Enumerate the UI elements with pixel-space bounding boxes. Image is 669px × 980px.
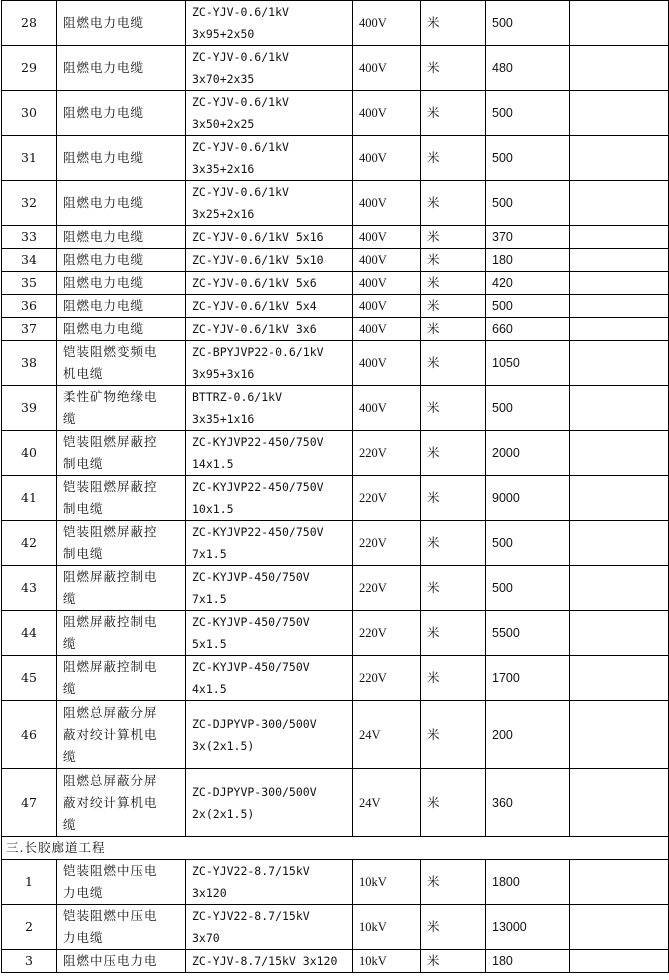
quantity-cell: 180 — [486, 249, 570, 272]
row-number-cell: 37 — [2, 318, 57, 341]
unit-cell: 米 — [421, 566, 486, 611]
voltage-cell: 400V — [353, 318, 421, 341]
remark-cell — [570, 341, 669, 386]
model-spec-cell — [186, 46, 353, 91]
cable-name-line: 力电缆 — [63, 930, 104, 945]
table-row — [2, 701, 669, 769]
table-row — [2, 91, 669, 136]
table-row — [2, 769, 669, 837]
cable-name-line: 力电缆 — [63, 885, 104, 900]
table-row — [2, 46, 669, 91]
quantity-cell: 2000 — [486, 431, 570, 476]
cable-name-line: 阻燃电力电缆 — [63, 298, 145, 313]
cable-name-line: 阻燃屏蔽控制电 — [63, 659, 158, 674]
quantity-cell: 500 — [486, 1, 570, 46]
model-spec-cell — [186, 136, 353, 181]
quantity-cell: 500 — [486, 566, 570, 611]
model-spec-line: ZC-YJV-0.6/1kV 5x6 — [192, 276, 317, 290]
unit-cell: 米 — [421, 341, 486, 386]
row-number-cell: 47 — [2, 769, 57, 837]
table-row — [2, 1, 669, 46]
unit-cell: 米 — [421, 295, 486, 318]
unit-cell: 米 — [421, 318, 486, 341]
table-row — [2, 249, 669, 272]
cable-name-line: 阻燃中压电力电 — [63, 953, 158, 968]
row-number-cell: 33 — [2, 226, 57, 249]
voltage-cell: 220V — [353, 611, 421, 656]
table-row — [2, 386, 669, 431]
unit-cell: 米 — [421, 1, 486, 46]
table-body — [2, 1, 669, 973]
unit-cell: 米 — [421, 611, 486, 656]
quantity-cell: 1800 — [486, 860, 570, 905]
remark-cell — [570, 295, 669, 318]
cable-name-line: 阻燃总屏蔽分屏 — [63, 772, 158, 788]
cable-name-cell — [57, 476, 186, 521]
row-number-cell: 30 — [2, 91, 57, 136]
cable-name-line: 阻燃电力电缆 — [63, 229, 145, 244]
unit-cell: 米 — [421, 46, 486, 91]
table-row — [2, 656, 669, 701]
table-row — [2, 611, 669, 656]
cable-name-line: 蔽对绞计算机电 — [63, 794, 158, 810]
cable-name-line: 机电缆 — [63, 366, 104, 381]
row-number-cell: 42 — [2, 521, 57, 566]
table-row — [2, 272, 669, 295]
cable-name-line: 阻燃电力电缆 — [63, 60, 145, 75]
unit-cell: 米 — [421, 656, 486, 701]
quantity-cell: 360 — [486, 769, 570, 837]
model-spec-cell — [186, 701, 353, 769]
cable-name-line: 缆 — [63, 591, 77, 606]
voltage-cell: 220V — [353, 476, 421, 521]
model-spec-line: 3x50+2x25 — [192, 117, 255, 131]
model-spec-cell — [186, 476, 353, 521]
cable-name-cell — [57, 181, 186, 226]
unit-cell: 米 — [421, 181, 486, 226]
model-spec-cell — [186, 905, 353, 950]
quantity-cell: 420 — [486, 272, 570, 295]
cable-name-line: 缆 — [63, 411, 77, 426]
remark-cell — [570, 431, 669, 476]
quantity-cell: 5500 — [486, 611, 570, 656]
remark-cell — [570, 566, 669, 611]
cable-name-cell — [57, 566, 186, 611]
cable-name-cell — [57, 91, 186, 136]
voltage-cell: 220V — [353, 656, 421, 701]
row-number-cell: 28 — [2, 1, 57, 46]
model-spec-line: ZC-DJPYVP-300/500V — [192, 784, 317, 799]
unit-cell: 米 — [421, 769, 486, 837]
remark-cell — [570, 769, 669, 837]
model-spec-cell — [186, 950, 353, 973]
table-row — [2, 521, 669, 566]
model-spec-cell — [186, 656, 353, 701]
model-spec-line: ZC-YJV-0.6/1kV — [192, 95, 289, 109]
row-number-cell: 38 — [2, 341, 57, 386]
quantity-cell: 500 — [486, 91, 570, 136]
voltage-cell: 400V — [353, 386, 421, 431]
model-spec-line: 14x1.5 — [192, 457, 234, 471]
table-row — [2, 566, 669, 611]
cable-name-line: 蔽对绞计算机电 — [63, 726, 158, 742]
model-spec-line: ZC-KYJVP-450/750V — [192, 615, 310, 629]
unit-cell: 米 — [421, 272, 486, 295]
model-spec-line: 3x35+2x16 — [192, 162, 255, 176]
model-spec-cell — [186, 318, 353, 341]
model-spec-cell — [186, 431, 353, 476]
cable-name-line: 阻燃电力电缆 — [63, 105, 145, 120]
table-row — [2, 295, 669, 318]
cable-name-line: 制电缆 — [63, 546, 104, 561]
model-spec-line: 7x1.5 — [192, 547, 227, 561]
model-spec-line: 3x70 — [192, 931, 220, 945]
cable-name-cell — [57, 701, 186, 769]
unit-cell: 米 — [421, 386, 486, 431]
remark-cell — [570, 181, 669, 226]
cable-name-line: 阻燃电力电缆 — [63, 252, 145, 267]
cable-name-cell — [57, 341, 186, 386]
model-spec-line: 3x35+1x16 — [192, 412, 255, 426]
cable-name-line: 阻燃屏蔽控制电 — [63, 614, 158, 629]
unit-cell: 米 — [421, 226, 486, 249]
cable-name-line: 铠装阻燃屏蔽控 — [63, 434, 158, 449]
row-number-cell: 34 — [2, 249, 57, 272]
voltage-cell: 220V — [353, 521, 421, 566]
voltage-cell: 400V — [353, 249, 421, 272]
cable-name-line: 铠装阻燃屏蔽控 — [63, 479, 158, 494]
cable-name-cell — [57, 226, 186, 249]
row-number-cell: 41 — [2, 476, 57, 521]
remark-cell — [570, 860, 669, 905]
voltage-cell: 220V — [353, 566, 421, 611]
model-spec-cell — [186, 566, 353, 611]
model-spec-line: ZC-YJV-0.6/1kV 3x6 — [192, 322, 317, 336]
cable-name-cell — [57, 1, 186, 46]
voltage-cell: 400V — [353, 136, 421, 181]
remark-cell — [570, 386, 669, 431]
unit-cell: 米 — [421, 701, 486, 769]
voltage-cell: 400V — [353, 272, 421, 295]
row-number-cell: 39 — [2, 386, 57, 431]
cable-name-cell — [57, 769, 186, 837]
row-number-cell: 3 — [2, 950, 57, 973]
row-number-cell: 40 — [2, 431, 57, 476]
model-spec-cell — [186, 769, 353, 837]
cable-name-line: 阻燃电力电缆 — [63, 275, 145, 290]
cable-name-line: 阻燃电力电缆 — [63, 15, 145, 30]
cable-name-cell — [57, 318, 186, 341]
unit-cell: 米 — [421, 905, 486, 950]
table-row — [2, 905, 669, 950]
cable-name-line: 铠装阻燃中压电 — [63, 908, 158, 923]
cable-name-cell — [57, 249, 186, 272]
unit-cell: 米 — [421, 91, 486, 136]
model-spec-line: 3x95+3x16 — [192, 367, 255, 381]
remark-cell — [570, 1, 669, 46]
quantity-cell: 9000 — [486, 476, 570, 521]
model-spec-line: 3x70+2x35 — [192, 72, 255, 86]
voltage-cell: 400V — [353, 46, 421, 91]
unit-cell: 米 — [421, 136, 486, 181]
voltage-cell: 10kV — [353, 950, 421, 973]
remark-cell — [570, 476, 669, 521]
model-spec-cell — [186, 521, 353, 566]
quantity-cell: 200 — [486, 701, 570, 769]
quantity-cell: 500 — [486, 521, 570, 566]
voltage-cell: 400V — [353, 341, 421, 386]
model-spec-cell — [186, 1, 353, 46]
voltage-cell: 220V — [353, 431, 421, 476]
unit-cell: 米 — [421, 950, 486, 973]
cable-name-cell — [57, 611, 186, 656]
model-spec-line: 3x25+2x16 — [192, 207, 255, 221]
remark-cell — [570, 226, 669, 249]
quantity-cell: 480 — [486, 46, 570, 91]
unit-cell: 米 — [421, 476, 486, 521]
model-spec-cell — [186, 249, 353, 272]
cable-name-line: 缆 — [63, 681, 77, 696]
row-number-cell: 31 — [2, 136, 57, 181]
cable-name-cell — [57, 46, 186, 91]
cable-name-line: 阻燃电力电缆 — [63, 321, 145, 336]
quantity-cell: 13000 — [486, 905, 570, 950]
row-number-cell: 2 — [2, 905, 57, 950]
cable-name-line: 阻燃电力电缆 — [63, 150, 145, 165]
model-spec-line: ZC-KYJVP22-450/750V — [192, 525, 324, 539]
model-spec-cell — [186, 341, 353, 386]
cable-name-line: 铠装阻燃中压电 — [63, 863, 158, 878]
remark-cell — [570, 91, 669, 136]
model-spec-line: ZC-YJV-0.6/1kV 5x16 — [192, 230, 324, 244]
remark-cell — [570, 611, 669, 656]
voltage-cell: 24V — [353, 701, 421, 769]
unit-cell: 米 — [421, 521, 486, 566]
row-number-cell: 44 — [2, 611, 57, 656]
model-spec-line: ZC-YJV22-8.7/15kV — [192, 909, 310, 923]
voltage-cell: 24V — [353, 769, 421, 837]
model-spec-line: ZC-DJPYVP-300/500V — [192, 716, 317, 731]
voltage-cell: 400V — [353, 1, 421, 46]
cable-name-cell — [57, 656, 186, 701]
table-row — [2, 476, 669, 521]
unit-cell: 米 — [421, 860, 486, 905]
model-spec-line: ZC-YJV-0.6/1kV 5x10 — [192, 253, 324, 267]
quantity-cell: 1050 — [486, 341, 570, 386]
cable-name-line: 阻燃总屏蔽分屏 — [63, 704, 158, 720]
model-spec-cell — [186, 386, 353, 431]
model-spec-cell — [186, 860, 353, 905]
cable-name-line: 缆 — [63, 636, 77, 651]
model-spec-cell — [186, 272, 353, 295]
remark-cell — [570, 136, 669, 181]
remark-cell — [570, 656, 669, 701]
quantity-cell: 500 — [486, 295, 570, 318]
cable-name-line: 制电缆 — [63, 501, 104, 516]
model-spec-line: ZC-YJV22-8.7/15kV — [192, 864, 310, 878]
voltage-cell: 10kV — [353, 905, 421, 950]
model-spec-line: ZC-KYJVP-450/750V — [192, 660, 310, 674]
cable-name-line: 阻燃电力电缆 — [63, 195, 145, 210]
model-spec-cell — [186, 226, 353, 249]
voltage-cell: 10kV — [353, 860, 421, 905]
remark-cell — [570, 950, 669, 973]
model-spec-line: 3x95+2x50 — [192, 27, 255, 41]
remark-cell — [570, 521, 669, 566]
model-spec-cell — [186, 295, 353, 318]
section-row — [2, 837, 669, 860]
voltage-cell: 400V — [353, 295, 421, 318]
model-spec-line: ZC-YJV-8.7/15kV 3x120 — [192, 954, 338, 968]
quantity-cell: 370 — [486, 226, 570, 249]
model-spec-line: ZC-YJV-0.6/1kV 5x4 — [192, 299, 317, 313]
model-spec-cell — [186, 181, 353, 226]
model-spec-line: 7x1.5 — [192, 592, 227, 606]
quantity-cell: 500 — [486, 386, 570, 431]
cable-name-cell — [57, 905, 186, 950]
model-spec-line: 3x(2x1.5) — [192, 738, 255, 753]
table-row — [2, 950, 669, 973]
voltage-cell: 400V — [353, 181, 421, 226]
voltage-cell: 400V — [353, 91, 421, 136]
model-spec-line: 4x1.5 — [192, 682, 227, 696]
table-row — [2, 226, 669, 249]
model-spec-line: ZC-YJV-0.6/1kV — [192, 5, 289, 19]
remark-cell — [570, 701, 669, 769]
model-spec-line: 3x120 — [192, 886, 227, 900]
table-row — [2, 860, 669, 905]
cable-name-line: 铠装阻燃屏蔽控 — [63, 524, 158, 539]
quantity-cell: 180 — [486, 950, 570, 973]
cable-name-cell — [57, 386, 186, 431]
row-number-cell: 36 — [2, 295, 57, 318]
row-number-cell: 46 — [2, 701, 57, 769]
row-number-cell: 1 — [2, 860, 57, 905]
cable-name-line: 缆 — [63, 748, 77, 764]
model-spec-line: ZC-KYJVP22-450/750V — [192, 480, 324, 494]
cable-name-cell — [57, 860, 186, 905]
model-spec-line: 5x1.5 — [192, 637, 227, 651]
cable-name-line: 柔性矿物绝缘电 — [63, 389, 158, 404]
model-spec-line: 10x1.5 — [192, 502, 234, 516]
unit-cell: 米 — [421, 431, 486, 476]
section-title: 三.长胶廊道工程 — [2, 837, 669, 860]
model-spec-line: ZC-YJV-0.6/1kV — [192, 50, 289, 64]
cable-name-line: 制电缆 — [63, 456, 104, 471]
cable-name-line: 阻燃屏蔽控制电 — [63, 569, 158, 584]
voltage-cell: 400V — [353, 226, 421, 249]
quantity-cell: 500 — [486, 181, 570, 226]
table-row — [2, 181, 669, 226]
model-spec-line: ZC-BPYJVP22-0.6/1kV — [192, 345, 324, 359]
model-spec-line: 2x(2x1.5) — [192, 806, 255, 821]
remark-cell — [570, 905, 669, 950]
model-spec-cell — [186, 91, 353, 136]
model-spec-line: BTTRZ-0.6/1kV — [192, 390, 283, 404]
table-row — [2, 318, 669, 341]
model-spec-line: ZC-YJV-0.6/1kV — [192, 140, 289, 154]
row-number-cell: 35 — [2, 272, 57, 295]
table-row — [2, 431, 669, 476]
remark-cell — [570, 249, 669, 272]
remark-cell — [570, 272, 669, 295]
remark-cell — [570, 46, 669, 91]
quantity-cell: 500 — [486, 136, 570, 181]
cable-name-line: 缆 — [63, 816, 77, 832]
cable-name-cell — [57, 950, 186, 973]
row-number-cell: 32 — [2, 181, 57, 226]
row-number-cell: 43 — [2, 566, 57, 611]
table-row — [2, 136, 669, 181]
cable-name-cell — [57, 295, 186, 318]
quantity-cell: 660 — [486, 318, 570, 341]
cable-name-cell — [57, 431, 186, 476]
model-spec-line: ZC-YJV-0.6/1kV — [192, 185, 289, 199]
quantity-cell: 1700 — [486, 656, 570, 701]
model-spec-line: ZC-KYJVP22-450/750V — [192, 435, 324, 449]
unit-cell: 米 — [421, 249, 486, 272]
model-spec-cell — [186, 611, 353, 656]
row-number-cell: 29 — [2, 46, 57, 91]
cable-name-cell — [57, 521, 186, 566]
remark-cell — [570, 318, 669, 341]
table-row — [2, 341, 669, 386]
cable-name-cell — [57, 272, 186, 295]
cable-name-cell — [57, 136, 186, 181]
row-number-cell: 45 — [2, 656, 57, 701]
cable-materials-table — [1, 0, 669, 973]
cable-name-line: 铠装阻燃变频电 — [63, 344, 158, 359]
model-spec-line: ZC-KYJVP-450/750V — [192, 570, 310, 584]
